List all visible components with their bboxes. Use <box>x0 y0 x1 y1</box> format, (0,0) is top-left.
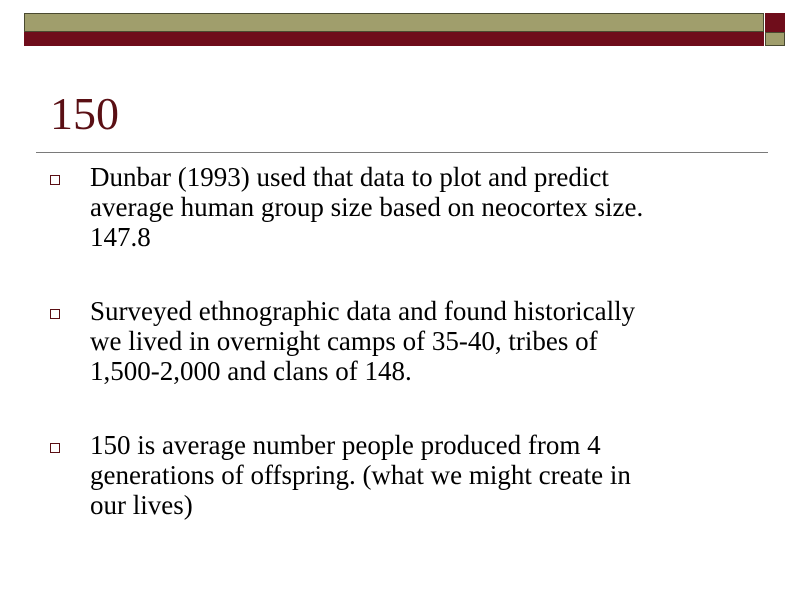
bullet-text: Dunbar (1993) used that data to plot and predict average human group size based on neocortex size. 147.8 <box>90 162 644 252</box>
hollow-square-bullet-icon <box>50 175 60 185</box>
hollow-square-bullet-icon <box>50 309 60 319</box>
hollow-square-bullet-icon <box>50 443 60 453</box>
bullet-text: 150 is average number people produced from 4 generations of offspring. (what we might create in our lives) <box>90 430 631 520</box>
slide-title: 150 <box>50 88 119 139</box>
bullet-text: Surveyed ethnographic data and found historically we lived in overnight camps of 35-40, tribes of 1,500-2,000 and clans of 148. <box>90 296 636 386</box>
